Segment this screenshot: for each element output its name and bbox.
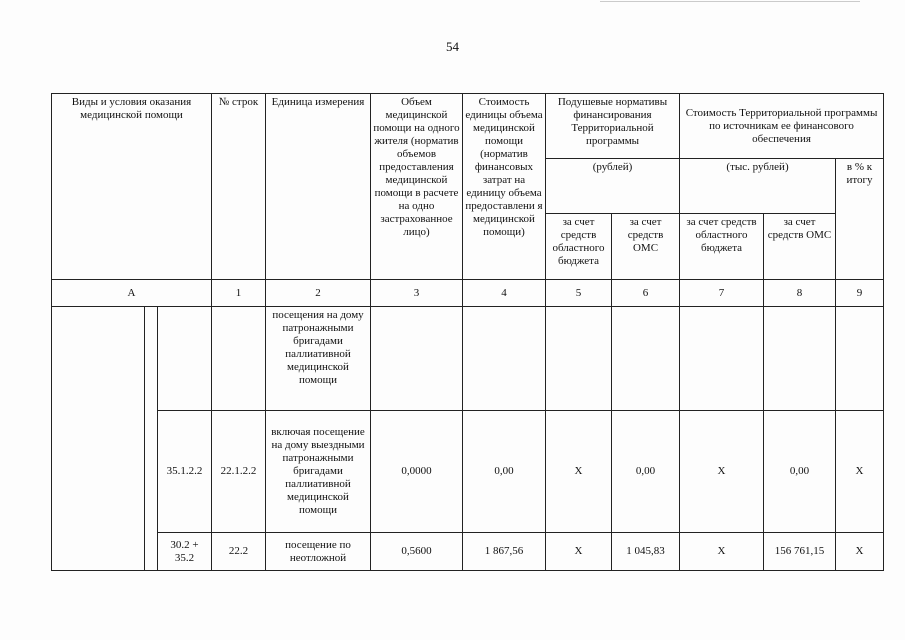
row-budget: [546, 307, 612, 411]
row-percent: X: [836, 533, 884, 571]
row-percent: [836, 307, 884, 411]
blank-indent-cell: [52, 307, 145, 571]
col-number-7: 7: [680, 280, 764, 307]
table-row: [52, 411, 884, 533]
row-oms: 1 045,83: [612, 533, 680, 571]
col-number-8: 8: [764, 280, 836, 307]
page-number: 54: [446, 39, 459, 54]
header-per-capita-norms: Подушевые нормативы финансирования Территориальной программы: [546, 94, 680, 159]
header-unit-cost: Стоимость единицы объема медицинской помощи (норматив финансовых затрат на единицу объема предоставлени я медицинской помощи): [463, 94, 546, 280]
header-volume: Объем медицинской помощи на одного жителя (норматив объемов предоставления медицинской помощи в расчете на одно застрахованное лицо): [371, 94, 463, 280]
col-number-1: 1: [212, 280, 266, 307]
header-services: Виды и условия оказания медицинской помощи: [52, 94, 212, 280]
header-line-number: № строк: [212, 94, 266, 280]
row-code: 30.2 + 35.2: [158, 533, 212, 571]
header-unit-thousand-rubles: (тыс. рублей): [680, 159, 836, 214]
header-oms: за счет средств ОМС: [612, 214, 680, 280]
row-line: 22.2: [212, 533, 266, 571]
row-oms-total: 156 761,15: [764, 533, 836, 571]
row-line: 22.1.2.2: [212, 411, 266, 533]
col-number-2: 2: [266, 280, 371, 307]
row-oms-total: [764, 307, 836, 411]
row-code: 35.1.2.2: [158, 411, 212, 533]
header-regional-budget: за счет средств областного бюджета: [546, 214, 612, 280]
row-budget-total: X: [680, 533, 764, 571]
row-unit: включая посещение на дому выездными патронажными бригадами паллиативной медицинской помощи: [266, 411, 371, 533]
row-unit: посещения на дому патронажными бригадами паллиативной медицинской помощи: [266, 307, 371, 411]
blank-indent-cell: [145, 307, 158, 571]
col-number-3: 3: [371, 280, 463, 307]
row-budget: X: [546, 533, 612, 571]
row-volume: 0,0000: [371, 411, 463, 533]
row-budget: X: [546, 411, 612, 533]
row-cost: [463, 307, 546, 411]
header-program-cost: Стоимость Территориальной программы по источникам ее финансового обеспечения: [680, 94, 884, 159]
header-percent-total: в % к итогу: [836, 159, 884, 280]
header-regional-budget-cost: за счет средств областного бюджета: [680, 214, 764, 280]
header-unit-rubles: (рублей): [546, 159, 680, 214]
row-volume: 0,5600: [371, 533, 463, 571]
row-unit: посещение по неотложной: [266, 533, 371, 571]
financing-table: [51, 93, 884, 571]
col-number-5: 5: [546, 280, 612, 307]
row-percent: X: [836, 411, 884, 533]
row-budget-total: X: [680, 411, 764, 533]
col-number-a: А: [52, 280, 212, 307]
row-volume: [371, 307, 463, 411]
row-line: [212, 307, 266, 411]
row-oms: 0,00: [612, 411, 680, 533]
table-row: [52, 307, 884, 411]
header-oms-cost: за счет средств ОМС: [764, 214, 836, 280]
col-number-9: 9: [836, 280, 884, 307]
row-cost: 0,00: [463, 411, 546, 533]
col-number-6: 6: [612, 280, 680, 307]
row-code: [158, 307, 212, 411]
col-number-4: 4: [463, 280, 546, 307]
row-oms: [612, 307, 680, 411]
header-unit: Единица измерения: [266, 94, 371, 280]
row-cost: 1 867,56: [463, 533, 546, 571]
row-budget-total: [680, 307, 764, 411]
row-oms-total: 0,00: [764, 411, 836, 533]
table-row: [52, 533, 884, 571]
